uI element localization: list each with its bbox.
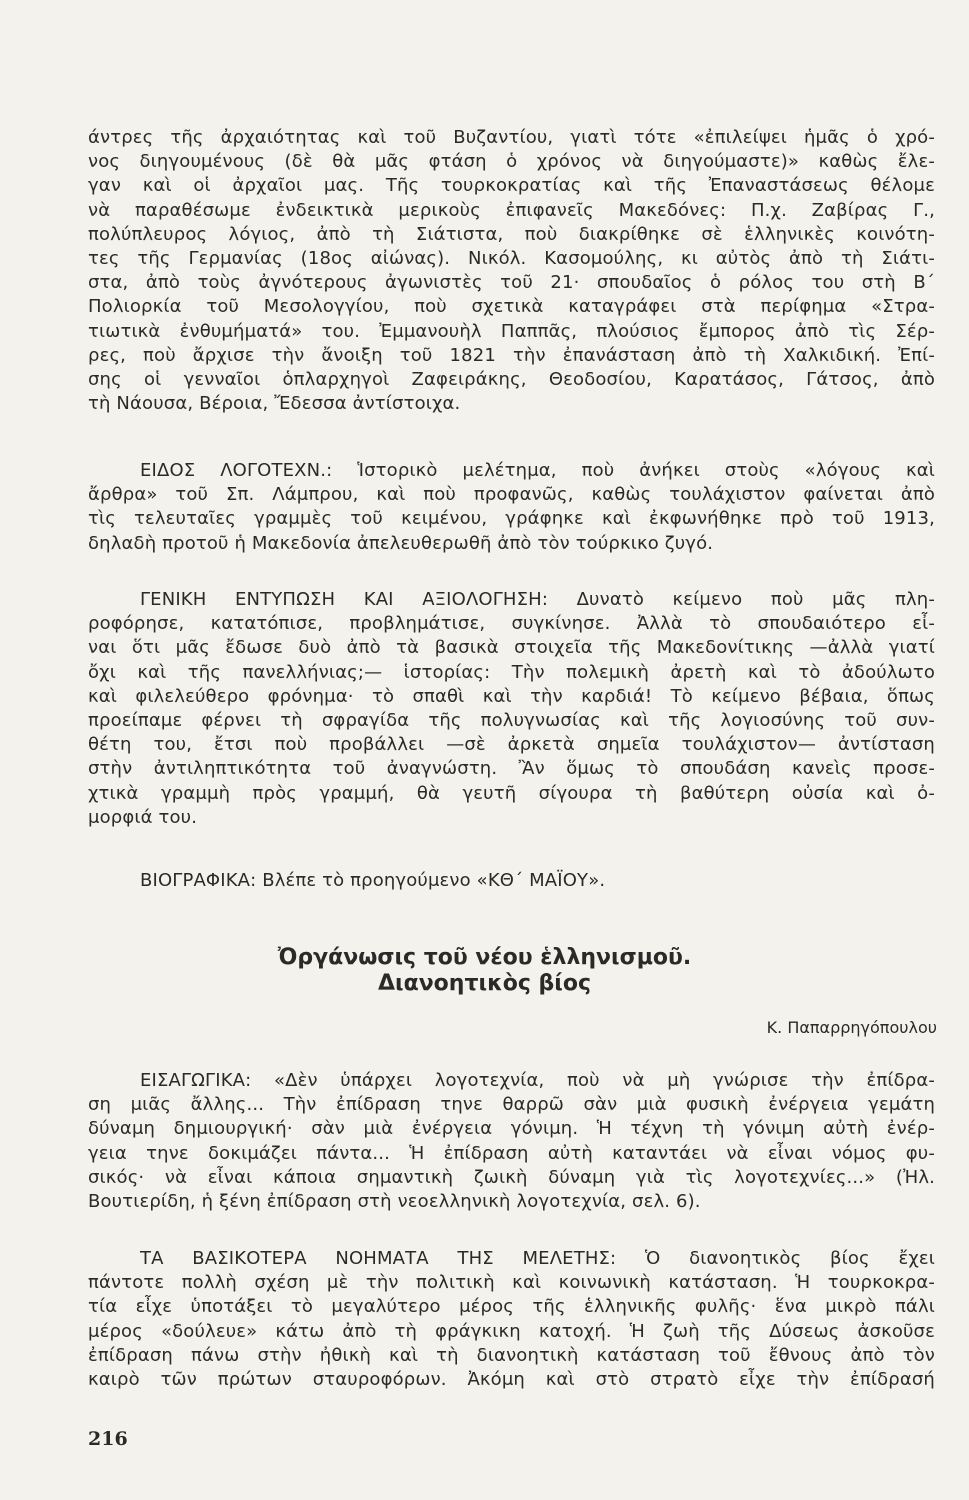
text-line: ΓΕΝΙΚΗ ΕΝΤΥΠΩΣΗ ΚΑΙ ΑΞΙΟΛΟΓΗΣΗ: Δυνατὸ κείμενο ποὺ μᾶς πλη- (140, 589, 935, 610)
text-line: γαν καὶ οἱ ἀρχαῖοι μας. Τῆς τουρκοκρατίας καὶ τῆς Ἐπαναστάσεως θέλομε (88, 175, 935, 197)
page-number: 216 (88, 1428, 128, 1450)
text-line: σης οἱ γενναῖοι ὁπλαρχηγοὶ Ζαφειράκης, Θεοδοσίου, Καρατάσος, Γάτσος, ἀπὸ (88, 369, 935, 391)
text-line: ΕΙΣΑΓΩΓΙΚΑ: «Δὲν ὑπάρχει λογοτεχνία, ποὺ νὰ μὴ γνώρισε τὴν ἐπίδρα- (140, 1070, 935, 1091)
text-line: στὴν ἀντιληπτικότητα τοῦ ἀναγνώστη. Ἂν ὅμως τὸ σπουδάση κανεὶς προσε- (88, 758, 935, 780)
text-line: ὄχι καὶ τῆς πανελλήνιας;— ἱστορίας: Τὴν πολεμικὴ ἀρετὴ καὶ τὸ ἀδούλωτο (88, 661, 935, 683)
text-line: στα, ἀπὸ τοὺς ἀγνότερους ἀγωνιστὲς τοῦ 21· σπουδαῖος ὁ ρόλος του στὴ Β΄ (88, 272, 935, 294)
text-line: μορφιά του. (88, 806, 198, 828)
article-heading (0, 945, 969, 997)
text-line: Πολιορκία τοῦ Μεσολογγίου, ποὺ σχετικὰ καταγράφει στὰ περίφημα «Στρα- (88, 296, 935, 318)
text-line: ΒΙΟΓΡΑΦΙΚΑ: Βλέπε τὸ προηγούμενο «ΚΘ΄ ΜΑΪΟΥ». (140, 870, 606, 891)
text-line: προείπαμε φέρνει τὴ σφραγίδα τῆς πολυγνωσίας καὶ τῆς λογιοσύνης τοῦ συν- (88, 710, 935, 732)
text-line: ροφόρησε, κατατόπισε, προβλημάτισε, συγκίνησε. Ἀλλὰ τὸ σπουδαιότερο εἶ- (88, 613, 935, 635)
text-line: σικός· νὰ εἶναι κάποια σημαντικὴ ζωικὴ δύναμη γιὰ τὶς λογοτεχνίες...» (Ἠλ. (88, 1166, 935, 1188)
heading-line-1: Ὀργάνωσις τοῦ νέου ἑλληνισμοῦ. (277, 945, 692, 970)
text-line: χτικὰ γραμμὴ πρὸς γραμμή, θὰ γευτῆ σίγουρα τὴ βαθύτερη οὐσία καὶ ὀ- (88, 782, 935, 804)
text-line: ναι ὅτι μᾶς ἔδωσε δυὸ ἀπὸ τὰ βασικὰ στοιχεῖα τῆς Μακεδονίτικης —ἀλλὰ γιατί (88, 637, 935, 659)
heading-line-2: Διανοητικὸς βίος (377, 971, 591, 996)
text-line: πάντοτε πολλὴ σχέση μὲ τὴν πολιτικὴ καὶ κοινωνικὴ κατάσταση. Ἡ τουρκοκρα- (88, 1272, 935, 1294)
text-line: ἐπίδραση πάνω στὴν ἠθικὴ καὶ τὴ διανοητικὴ κατάσταση τοῦ ἔθνους ἀπὸ τὸν (88, 1344, 935, 1366)
text-line: άντρες τῆς ἀρχαιότητας καὶ τοῦ Βυζαντίου, γιατὶ τότε «ἐπιλείψει ἡμᾶς ὁ χρό- (88, 127, 935, 148)
text-line: νος διηγουμένους (δὲ θὰ μᾶς φτάση ὁ χρόνος νὰ διηγούμαστε)» καθὼς ἔλε- (88, 151, 935, 173)
text-line: ἄρθρα» τοῦ Σπ. Λάμπρου, καὶ ποὺ προφανῶς, καθὼς τουλάχιστον φαίνεται ἀπὸ (88, 484, 935, 506)
section-vasikotera-noimata (88, 1247, 935, 1392)
text-line: ΤΑ ΒΑΣΙΚΟΤΕΡΑ ΝΟΗΜΑΤΑ ΤΗΣ ΜΕΛΕΤΗΣ: Ὁ διανοητικὸς βίος ἔχει (140, 1248, 935, 1269)
section-eidos (88, 459, 935, 556)
text-line: τες τῆς Γερμανίας (18ος αἰώνας). Νικόλ. Κασομούλης, κι αὐτὸς ἀπὸ τὴ Σιάτι- (88, 248, 935, 270)
text-line: τὶς τελευταῖες γραμμὲς τοῦ κειμένου, γράφηκε καὶ ἐκφωνήθηκε πρὸ τοῦ 1913, (88, 508, 935, 530)
text-line: δηλαδὴ προτοῦ ἡ Μακεδονία ἀπελευθερωθῆ ἀπὸ τὸν τούρκικο ζυγό. (88, 532, 714, 554)
text-line: θέτη του, ἔτσι ποὺ προβάλλει —σὲ ἀρκετὰ σημεῖα τουλάχιστον— ἀντίσταση (88, 734, 935, 756)
text-line: ση μιᾶς ἄλλης... Τὴν ἐπίδραση τηνε θαρρῶ σὰν μιὰ φυσικὴ ἐνέργεια γεμάτη (88, 1094, 935, 1116)
author-name: Κ. Παπαρρηγόπουλου (766, 1018, 937, 1037)
text-line: νὰ παραθέσωμε ἐνδεικτικὰ μερικοὺς ἐπιφανεῖς Μακεδόνες: Π.χ. Ζαβίρας Γ., (88, 199, 935, 221)
section-eisagogika (88, 1069, 935, 1214)
text-line: πολύπλευρος λόγιος, ἀπὸ τὴ Σιάτιστα, ποὺ διακρίθηκε σὲ ἑλληνικὲς κοινότη- (88, 223, 935, 245)
text-line: τία εἶχε ὑποτάξει τὸ μεγαλύτερο μέρος τῆς ἑλληνικῆς φυλῆς· ἕνα μικρὸ πάλι (88, 1296, 935, 1318)
text-line: δύναμη δημιουργική· σὰν μιὰ ἐνέργεια γόνιμη. Ἡ τέχνη τὴ γόνιμη αὐτὴ ἐνέρ- (88, 1118, 935, 1140)
text-line: καιρὸ τῶν πρώτων σταυροφόρων. Ἀκόμη καὶ στὸ στρατὸ εἶχε τὴν ἐπίδρασή (88, 1369, 935, 1391)
text-line: ΕΙΔΟΣ ΛΟΓΟΤΕΧΝ.: Ἱστορικὸ μελέτημα, ποὺ ἀνήκει στοὺς «λόγους καὶ (140, 460, 935, 481)
section-geniki-entyposi (88, 588, 935, 830)
text-line: ρες, ποὺ ἄρχισε τὴν ἄνοιξη τοῦ 1821 τὴν ἐπανάσταση ἀπὸ τὴ Χαλκιδική. Ἐπί- (88, 344, 935, 366)
paragraph-continuation (88, 126, 935, 416)
text-line: Βουτιερίδη, ἡ ξένη ἐπίδραση στὴ νεοελληνικὴ λογοτεχνία, σελ. 6). (88, 1191, 701, 1213)
text-line: τιωτικὰ ἐνθυμήματά» του. Ἐμμανουὴλ Παππᾶς, πλούσιος ἔμπορος ἀπὸ τὶς Σέρ- (88, 320, 935, 342)
text-line: γεια τηνε δοκιμάζει πάντα... Ἡ ἐπίδραση αὐτὴ καταντάει νὰ εἶναι νόμος φυ- (88, 1142, 935, 1164)
text-line: τὴ Νάουσα, Βέροια, Ἔδεσσα ἀντίστοιχα. (88, 393, 461, 415)
text-line: μέρος «δούλευε» κάτω ἀπὸ τὴ φράγκικη κατοχή. Ἡ ζωὴ τῆς Δύσεως ἀσκοῦσε (88, 1320, 935, 1342)
text-line: καὶ φιλελεύθερο φρόνημα· τὸ σπαθὶ καὶ τὴν καρδιά! Τὸ κείμενο βέβαια, ὅπως (88, 685, 935, 707)
section-viografika (88, 869, 935, 893)
